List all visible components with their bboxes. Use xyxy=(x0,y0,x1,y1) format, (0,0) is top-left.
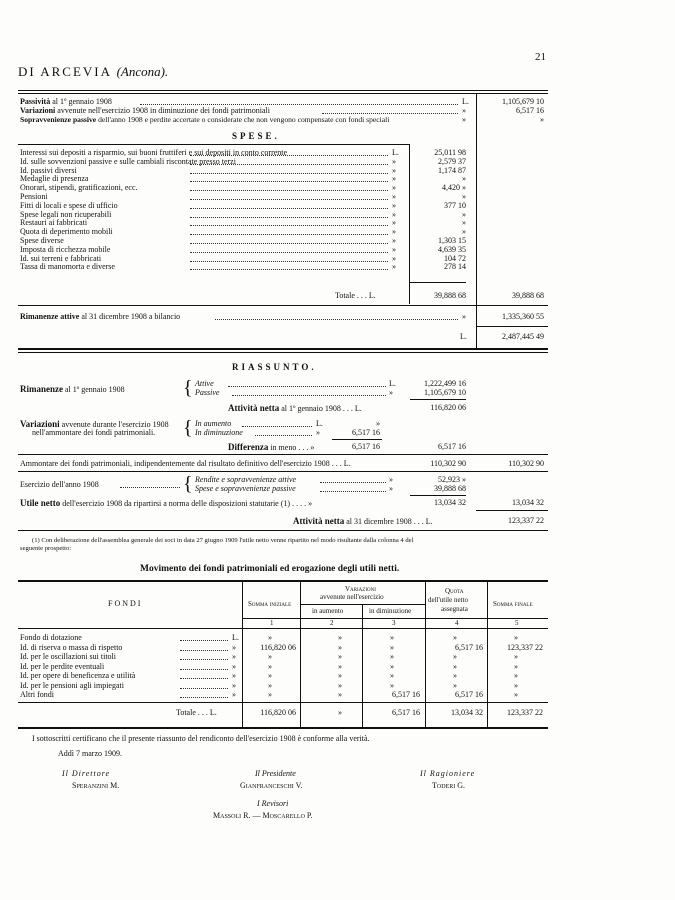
mov-totale-c1: 116,820 06 xyxy=(260,708,296,717)
attive-label: Attive xyxy=(195,379,214,388)
header-in-aumento: in aumento xyxy=(312,607,344,615)
spese-row-label: Id. sui terreni e fabbricati xyxy=(20,253,102,263)
col-number: 5 xyxy=(515,619,519,627)
spese-row-mark: » xyxy=(392,244,396,254)
spese-row-mark: » xyxy=(392,209,396,219)
spese-row-value: 4,420 » xyxy=(442,183,466,193)
table-col-rule xyxy=(425,582,426,728)
mov-cell-c2: » xyxy=(338,642,342,652)
dot-leader xyxy=(190,173,388,174)
rule xyxy=(18,530,548,531)
dot-leader xyxy=(120,487,180,488)
spese-totale-right: 39,888 68 xyxy=(512,291,544,300)
dot-leader xyxy=(242,426,312,427)
mov-row-label: Id. per opere di beneficenza e utilità xyxy=(20,671,136,680)
spese-row-value: 1,303 15 xyxy=(438,236,466,245)
spese-row-value: » xyxy=(462,227,466,237)
dot-leader xyxy=(190,261,388,262)
spese-sopr-label: Spese e sopravvenienze passive xyxy=(195,484,296,493)
spese-row-label: Fitti di locali e spese di ufficio xyxy=(20,200,118,210)
dot-leader xyxy=(190,199,388,200)
variazioni-row xyxy=(20,107,270,115)
mov-cell-c4: » xyxy=(453,680,457,690)
spese-row-mark: » xyxy=(392,174,396,184)
mov-cell-c2: » xyxy=(338,633,342,642)
dimin-label: In diminuzione xyxy=(195,428,243,437)
dot-leader xyxy=(255,435,312,436)
rule xyxy=(332,439,382,440)
mov-row-mark: » xyxy=(232,661,236,671)
diff-value2: 6,517 16 xyxy=(438,442,466,451)
eserc-text: Esercizio dell'anno 1908 xyxy=(20,480,99,489)
att31-text: al 31 dicembre 1908 . . . L. xyxy=(346,517,433,526)
direttore-title: Il Direttore xyxy=(62,769,111,778)
mov-row-label: Fondo di dotazione xyxy=(20,633,82,642)
spese-row-mark: » xyxy=(392,165,396,175)
revisori-names: Massoli R. — Moscarello P. xyxy=(213,811,313,820)
rimanenze-text: al 1º gennaio 1908 xyxy=(65,385,125,394)
diff-value1: 6,517 16 xyxy=(352,442,380,451)
soprav-total: » xyxy=(540,115,544,124)
closing-text: I sottoscritti certificano che il presente riassunto del rendiconto dell'esercizio 1908 è conforme alla verità. xyxy=(32,734,370,743)
mov-cell-c2: » xyxy=(338,652,342,661)
mov-cell-c1: » xyxy=(268,671,272,680)
dot-leader xyxy=(190,252,388,253)
spese-row-value: 1,174 87 xyxy=(438,165,466,175)
header-in-diminuzione: in diminuzione xyxy=(369,607,412,615)
mov-cell-c5: » xyxy=(514,652,518,661)
dot-leader xyxy=(190,155,388,156)
spese-row-value: » xyxy=(462,192,466,201)
mov-cell-c1: 116,820 06 xyxy=(260,642,296,652)
mov-cell-c1: » xyxy=(268,661,272,671)
mov-row-mark: » xyxy=(232,680,236,690)
dot-leader xyxy=(190,208,388,209)
var-text2: nell'ammontare dei fondi patrimoniali. xyxy=(32,428,156,437)
mov-totale-c2: » xyxy=(338,708,342,717)
grand-mark: L. xyxy=(460,332,467,341)
mov-row-mark: » xyxy=(232,671,236,680)
dot-leader xyxy=(320,482,386,483)
mov-cell-c4: » xyxy=(453,633,457,642)
attivita-label: Attività netta xyxy=(228,403,280,413)
rule xyxy=(18,305,548,306)
aumento-value: » xyxy=(376,419,380,428)
mov-cell-c5: » xyxy=(514,671,518,680)
dot-leader xyxy=(322,113,458,114)
spese-row-mark: » xyxy=(392,218,396,228)
col-number: 1 xyxy=(270,619,274,627)
header-quota2: dell'utile netto xyxy=(428,596,468,604)
col-number: 4 xyxy=(455,619,459,627)
header-rule xyxy=(18,90,548,91)
spese-total-rule xyxy=(410,282,466,283)
dimin-value: 6,517 16 xyxy=(352,428,380,437)
mov-row-label: Id. di riserva o massa di rispetto xyxy=(20,642,123,652)
mov-cell-c4: » xyxy=(453,671,457,680)
passivita-mark: L. xyxy=(462,97,469,106)
mov-cell-c3: » xyxy=(390,642,394,652)
direttore-name: Speranzini M. xyxy=(72,781,120,790)
attivita-text: al 1º gennaio 1908 . . . L. xyxy=(281,404,362,413)
mov-row-mark: » xyxy=(232,642,236,652)
spese-row-label: Tassa di manomorta e diverse xyxy=(20,262,115,272)
mov-cell-c2: » xyxy=(338,661,342,671)
table-header-rule xyxy=(18,628,548,629)
header-quota3: assegnata xyxy=(441,605,468,613)
dot-leader xyxy=(190,234,388,235)
var-label: Variazioni xyxy=(20,419,60,429)
footnote-line1: (1) Con deliberazione dell'assemblea generale dei soci in data 27 giugno 1909 l'utile netto venne ripartito nel modo risultante dalla colonna 4 del xyxy=(32,537,414,544)
mov-cell-c5: » xyxy=(514,680,518,690)
rule xyxy=(18,454,548,455)
rule xyxy=(410,399,466,400)
utile-right: 13,034 32 xyxy=(512,498,544,507)
header-variazioni2: avvenute nell'esercizio xyxy=(320,593,384,601)
mov-totale-c4: 13,034 32 xyxy=(451,708,483,717)
utile-value: 13,034 32 xyxy=(434,498,466,507)
mov-cell-c4: » xyxy=(453,661,457,671)
soprav-mark: » xyxy=(462,115,466,124)
att31-row xyxy=(293,517,433,526)
table-total-rule xyxy=(18,702,548,703)
diff-text: in meno . . . » xyxy=(270,443,315,452)
rendite-label: Rendite e sopravvenienze attive xyxy=(195,475,297,484)
attive-mark: L. xyxy=(389,379,396,388)
ammontare-value: 110,302 90 xyxy=(430,459,466,468)
variazioni-total: 6,517 16 xyxy=(516,106,544,115)
mov-cell-c3: » xyxy=(390,652,394,661)
aumento-mark: L. xyxy=(316,419,323,428)
rendite-value: 52,923 » xyxy=(438,475,466,484)
header-quota1: Quota xyxy=(445,587,464,595)
mov-cell-c3: » xyxy=(390,680,394,690)
soprav-row xyxy=(20,116,389,124)
dot-leader xyxy=(140,104,458,105)
dot-leader xyxy=(180,669,228,670)
passivita-text: al 1º gennaio 1908 xyxy=(52,97,112,106)
spese-totale-label: Totale . . . L. xyxy=(335,291,376,300)
spese-row-label: Spese diverse xyxy=(20,236,64,245)
header-somma-finale: Somma finale xyxy=(493,600,533,608)
revisori-title: I Revisori xyxy=(257,799,289,808)
mov-cell-c5: » xyxy=(514,690,518,699)
var-text1: avvenute durante l'esercizio 1908 xyxy=(61,420,169,429)
dot-leader xyxy=(190,225,388,226)
rimanenze-attive-text: al 31 dicembre 1908 a bilancio xyxy=(81,312,181,321)
header-fondi: FONDI xyxy=(108,599,143,608)
spese-row-value: » xyxy=(462,218,466,228)
header-rule-2 xyxy=(18,93,548,94)
table-rule xyxy=(300,604,425,605)
spese-row-label: Spese legali non ricuperabili xyxy=(20,209,112,219)
mov-cell-c5: » xyxy=(514,633,518,642)
dot-leader xyxy=(180,697,228,698)
rimanenze-attive-label: Rimanenze attive xyxy=(20,312,80,321)
spese-row-mark: L. xyxy=(392,148,399,157)
header-variazioni: Variazioni xyxy=(345,585,376,593)
spese-sopr-value: 39,888 68 xyxy=(434,484,466,493)
mov-cell-c4: 6,517 16 xyxy=(455,642,483,652)
diff-row xyxy=(228,443,314,452)
mov-row-label: Altri fondi xyxy=(20,690,54,699)
column-rule-inner xyxy=(409,144,410,304)
double-rule xyxy=(18,348,548,350)
table-top-rule xyxy=(18,580,548,582)
mov-cell-c1: » xyxy=(268,633,272,642)
spese-row-value: » xyxy=(462,209,466,219)
mov-cell-c3: » xyxy=(390,633,394,642)
dot-leader xyxy=(190,190,388,191)
column-rule-left xyxy=(476,93,477,348)
mov-cell-c3: » xyxy=(390,671,394,680)
closing-date: Addì 7 marzo 1909. xyxy=(58,749,122,758)
dot-leader xyxy=(228,386,386,387)
spese-sopr-mark: » xyxy=(389,484,393,493)
mov-cell-c3: 6,517 16 xyxy=(392,690,420,699)
spese-row-value: 4,639 35 xyxy=(438,244,466,254)
rimanenze-attive-mark: » xyxy=(462,312,466,321)
dot-leader xyxy=(180,678,228,679)
table-col-rule xyxy=(487,582,488,728)
spese-row-label: Quota di deperimento mobili xyxy=(20,227,113,237)
spese-row-mark: » xyxy=(392,183,396,193)
title-subtitle: (Ancona). xyxy=(116,64,169,79)
mov-cell-c2: » xyxy=(338,690,342,699)
spese-row-label: Pensioni xyxy=(20,192,48,201)
dot-leader xyxy=(190,269,388,270)
passivita-row xyxy=(20,98,112,106)
mov-totale-c5: 123,337 22 xyxy=(507,708,543,717)
utile-text: dell'esercizio 1908 da ripartirsi a norma delle disposizioni statutarie (1) xyxy=(62,499,291,508)
ammontare-text: Ammontare dei fondi patrimoniali, indipendentemente dal risultato definitivo dell'esercizio 1908 . . . L. xyxy=(20,459,351,468)
mov-row-label: Id. per le oscillazioni sui titoli xyxy=(20,652,116,661)
spese-row-mark: » xyxy=(392,200,396,210)
page-number: 21 xyxy=(535,51,546,63)
dot-leader xyxy=(180,688,228,689)
rimanenze-attive-value: 1,335,360 55 xyxy=(502,312,544,321)
mov-row-mark: » xyxy=(232,690,236,699)
movimento-title: Movimento dei fondi patrimoniali ed erogazione degli utili netti. xyxy=(140,564,400,574)
spese-row-value: 377 10 xyxy=(444,200,466,210)
spese-row-mark: » xyxy=(392,156,396,166)
spese-row-value: 2,579 37 xyxy=(438,156,466,166)
col-number: 3 xyxy=(392,619,396,627)
spese-title: SPESE. xyxy=(232,131,280,141)
spese-row-value: 104 72 xyxy=(444,253,466,263)
table-bottom-rule xyxy=(18,727,548,729)
variazioni-mark: » xyxy=(462,106,466,115)
spese-row-label: Onorari, stipendi, gratificazioni, ecc. xyxy=(20,183,138,193)
spese-row-mark: » xyxy=(392,262,396,272)
footnote-line2: seguente prospetto: xyxy=(20,545,72,552)
rule xyxy=(410,495,466,496)
riassunto-title: RIASSUNTO. xyxy=(232,362,317,372)
passivita-total: 1,105,679 10 xyxy=(502,97,544,106)
mov-totale-label: Totale . . . L. xyxy=(176,708,217,717)
spese-row-mark: » xyxy=(392,192,396,201)
utile-mark: . . . . » xyxy=(292,499,313,508)
mov-cell-c2: » xyxy=(338,680,342,690)
mov-row-mark: » xyxy=(232,652,236,661)
dot-leader xyxy=(190,217,388,218)
attivita-value: 116,820 06 xyxy=(430,403,466,412)
passive-value: 1,105,679 10 xyxy=(424,388,466,397)
variazioni-label: Variazioni xyxy=(20,106,56,115)
mov-cell-c3: » xyxy=(390,661,394,671)
mov-cell-c5: » xyxy=(514,661,518,671)
spese-row-value: 25,011 98 xyxy=(434,148,466,157)
dot-leader xyxy=(190,164,388,165)
soprav-label: Sopravvenienze passive xyxy=(20,115,97,124)
dot-leader xyxy=(190,243,388,244)
rimanenze-label: Rimanenze xyxy=(20,384,63,394)
dot-leader xyxy=(180,659,228,660)
brace-glyph: { xyxy=(183,417,193,439)
mov-row-label: Id. per le perdite eventuali xyxy=(20,661,105,671)
passive-mark: » xyxy=(389,388,393,397)
ragioniere-name: Toderi G. xyxy=(432,781,465,790)
brace-glyph: { xyxy=(183,377,193,399)
dot-leader xyxy=(190,181,388,182)
mov-cell-c1: » xyxy=(268,652,272,661)
mov-cell-c4: 6,517 16 xyxy=(455,690,483,699)
diff-label: Differenza xyxy=(228,442,269,452)
rendite-mark: » xyxy=(389,475,393,484)
ammontare-right: 110,302 90 xyxy=(508,459,544,468)
dimin-mark: » xyxy=(316,428,320,437)
att31-value: 123,337 22 xyxy=(508,516,544,525)
mov-totale-c3: 6,517 16 xyxy=(392,708,420,717)
ragioniere-title: Il Ragioniere xyxy=(420,769,476,778)
mov-row-label: Id. per le pensioni agli impiegati xyxy=(20,680,124,690)
spese-totale-value: 39,888 68 xyxy=(434,291,466,300)
rule xyxy=(476,510,548,511)
mov-cell-c5: 123,337 22 xyxy=(507,642,543,652)
variazioni-text: avvenute nell'esercizio 1908 in diminuzione dei fondi patrimoniali xyxy=(57,106,270,115)
rimanenze-row xyxy=(20,385,125,394)
attive-value: 1,222,499 16 xyxy=(424,379,466,388)
spese-row-label: Interessi sui depositi a risparmio, sui buoni fruttiferi e sui depositi in conto corrente xyxy=(20,148,288,157)
utile-label: Utile netto xyxy=(20,498,61,508)
grand-value: 2,487,445 49 xyxy=(502,332,544,341)
dot-leader xyxy=(320,491,386,492)
dot-leader xyxy=(180,640,228,641)
spese-row-value: 278 14 xyxy=(444,262,466,272)
spese-row-mark: » xyxy=(392,227,396,237)
passivita-label: Passività xyxy=(20,97,51,106)
header-somma-iniziale: Somma iniziale xyxy=(248,600,292,608)
dot-leader xyxy=(232,395,386,396)
spese-row-label: Id. sulle sovvenzioni passive e sulle cambiali riscontate presso terzi xyxy=(20,156,236,166)
col-number: 2 xyxy=(330,619,334,627)
rimanenze-attive-row xyxy=(20,313,180,321)
passive-label: Passive xyxy=(195,388,220,397)
spese-row-mark: » xyxy=(392,253,396,263)
rule xyxy=(476,326,548,327)
mov-cell-c4: » xyxy=(453,652,457,661)
spese-row-label: Medaglie di presenza xyxy=(20,174,89,184)
mov-cell-c1: » xyxy=(268,690,272,699)
dot-leader xyxy=(180,650,228,651)
spese-row-mark: » xyxy=(392,236,396,245)
spese-rule xyxy=(18,144,410,145)
rule xyxy=(18,471,548,472)
dot-leader xyxy=(215,319,458,320)
mov-cell-c2: » xyxy=(338,671,342,680)
att31-label: Attività netta xyxy=(293,516,345,526)
mov-row-mark: L. xyxy=(232,633,239,642)
mov-cell-c1: » xyxy=(268,680,272,690)
attivita-row xyxy=(228,404,362,413)
double-rule xyxy=(18,352,548,353)
aumento-label: In aumento xyxy=(195,419,232,428)
table-col-rule xyxy=(242,582,243,728)
spese-row-label: Imposta di ricchezza mobile xyxy=(20,244,111,254)
soprav-text: dell'anno 1908 e perdite accertate o considerate che non vengono compensate con fondi speciali xyxy=(98,115,390,124)
table-col-rule xyxy=(362,604,363,728)
presidente-name: Gianfranceschi V. xyxy=(240,781,303,790)
spese-row-label: Restauri ai fabbricati xyxy=(20,218,88,228)
utile-row xyxy=(20,499,312,508)
spese-row-value: » xyxy=(462,174,466,184)
page-title xyxy=(18,65,168,78)
title-text: DI ARCEVIA xyxy=(18,64,112,79)
brace-glyph: { xyxy=(183,473,193,495)
spese-row-label: Id. passivi diversi xyxy=(20,165,77,175)
presidente-title: Il Presidente xyxy=(255,769,296,778)
